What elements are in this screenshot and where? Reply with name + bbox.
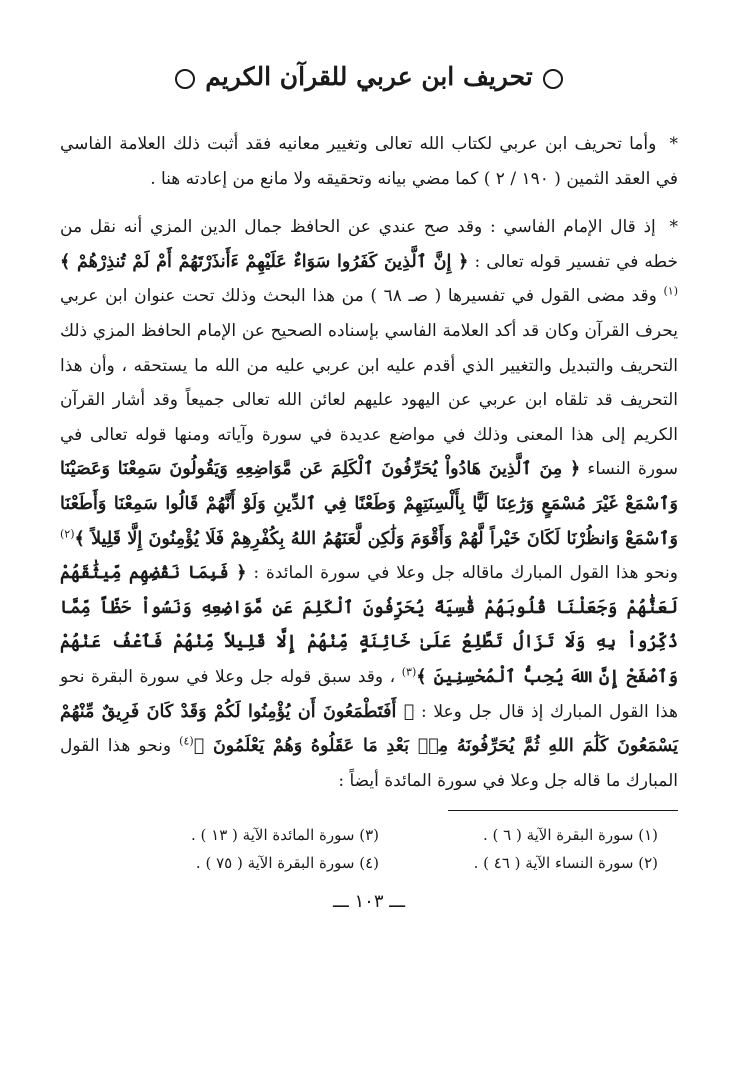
footnote-ref-4: (٤)	[179, 734, 194, 748]
footnote-ref-1: (١)	[663, 284, 678, 298]
footnote-3: (٣) سورة المائدة الآية ( ١٣ ) .	[191, 826, 379, 845]
paragraph-2-segment-1: إذ قال الإمام الفاسي : وقد صح عندي عن الحافظ جمال الدين المزي أنه نقل من خطه في تفسير قوله تعالى :	[60, 217, 678, 272]
asterisk-icon: *	[669, 134, 678, 154]
paragraph-2	[60, 210, 678, 798]
quran-verse-3: ﴿ فَبِمَا نَقْضِهِم مِّيثَٰقَهُمْ لَعَنَّٰهُمْ وَجَعَلْنَا قُلُوبَهُمْ قَٰسِيَةً يُحَرِّفُونَ ٱلْكَلِمَ عَن مَّوَاضِعِهِ وَنَسُواْ حَظّاً مِّمَّا ذُكِّرُواْ بِهِ وَلَا تَزَالُ تَطَّلِعُ عَلَىٰ خَائِنَةٍ مِّنْهُمْ إِلَّا قَلِيلاً مِّنْهُمْ فَٱعْفُ عَنْهُمْ وَٱصْفَحْ إِنَّ اللهَ يُحِبُّ ٱلْمُحْسِنِينَ ﴾	[60, 563, 679, 687]
footnote-ref-2: (٢)	[60, 526, 75, 540]
paragraph-2-segment-4: ، وقد سبق قوله جل وعلا في سورة البقرة نحو هذا القول المبارك إذ قال جل وعلا :	[60, 666, 678, 722]
paragraph-2-segment-3: ونحو هذا القول المبارك ماقاله جل وعلا في سورة المائدة :	[253, 563, 679, 584]
page-title	[60, 62, 678, 91]
title-text: تحريف ابن عربي للقرآن الكريم	[205, 62, 533, 91]
document-page	[60, 50, 678, 1060]
footnote-divider	[448, 810, 678, 811]
page-number: ـــ ١٠٣ ـــ	[332, 891, 406, 913]
quran-verse-1: ﴿ إِنَّ ٱلَّذِينَ كَفَرُوا سَوَاءٌ عَلَيْهِمْ ءَأَنذَرْتَهُمْ أَمْ لَمْ تُنذِرْهُمْ ﴾	[60, 251, 469, 272]
asterisk-icon: *	[669, 217, 679, 238]
quran-verse-2: ﴿ مِنَ ٱلَّذِينَ هَادُواْ يُحَرِّفُونَ ٱلْكَلِمَ عَن مَّوَاضِعِهِ وَيَقُولُونَ سَمِعْنَا وَعَصَيْنَا وَٱسْمَعْ غَيْرَ مُسْمَعٍ وَرَٰعِنَا لَيًّا بِأَلْسِنَتِهِمْ وَطَعْنًا فِي ٱلدِّينِ وَلَوْ أَنَّهُمْ قَالُوا سَمِعْنَا وَأَطَعْنَا وَٱسْمَعْ وَانظُرْنَا لَكَانَ خَيْراً لَّهُمْ وَأَقْوَمَ وَلَٰكِن لَّعَنَهُمُ اللهُ بِكُفْرِهِمْ فَلَا يُؤْمِنُونَ إِلَّا قَلِيلاً ﴾	[60, 459, 678, 549]
title-circle-icon	[543, 69, 563, 89]
paragraph-1-text: وأما تحريف ابن عربي لكتاب الله تعالى وتغيير معانيه فقد أثبت ذلك العلامة الفاسي في العقد الثمين ( ١٩٠ / ٢ ) كما مضي بيانه وتحقيقه ولا مانع من إعادته هنا .	[60, 134, 678, 189]
title-circle-icon	[175, 69, 195, 89]
quran-verse-4: ﴿ أَفَتَطْمَعُونَ أَن يُؤْمِنُوا لَكُمْ وَقَدْ كَانَ فَرِيقٌ مِّنْهُمْ يَسْمَعُونَ كَلَٰمَ اللهِ ثُمَّ يُحَرِّفُونَهُ مِنۢ بَعْدِ مَا عَقَلُوهُ وَهُمْ يَعْلَمُونَ ﴾	[60, 701, 678, 757]
paragraph-1	[60, 127, 678, 196]
paragraph-2-segment-5: ونحو هذا القول المبارك ما قاله جل وعلا في سورة المائدة أيضاً :	[60, 736, 678, 791]
footnote-ref-3: (٣)	[401, 665, 417, 679]
paragraph-2-segment-2: وقد مضى القول في تفسيرها ( صـ ٦٨ ) من هذا البحث وذلك تحت عنوان ابن عربي يحرف القرآن وكان قد أكد العلامة الفاسي بإسناده الصحيح عن الإمام الحافظ المزي ذلك التحريف والتبديل والتغيير الذي أقدم عليه ابن عربي عليه من الله ما يستحقه ، وأن هذا التحريف قد تلقاه ابن عربي عن اليهود عليهم لعائن الله تعالى جميعاً وقد أشار القرآن الكريم إلى هذا المعنى وذلك في مواضع عديدة في سورة وآياته ومنها قوله تعالى في سورة النساء	[60, 286, 678, 480]
footnote-4: (٤) سورة البقرة الآية ( ٧٥ ) .	[195, 854, 379, 873]
footnote-2: (٢) سورة النساء الآية ( ٤٦ ) .	[473, 854, 658, 873]
footnote-1: (١) سورة البقرة الآية ( ٦ ) .	[482, 826, 658, 845]
footnotes	[60, 821, 678, 877]
